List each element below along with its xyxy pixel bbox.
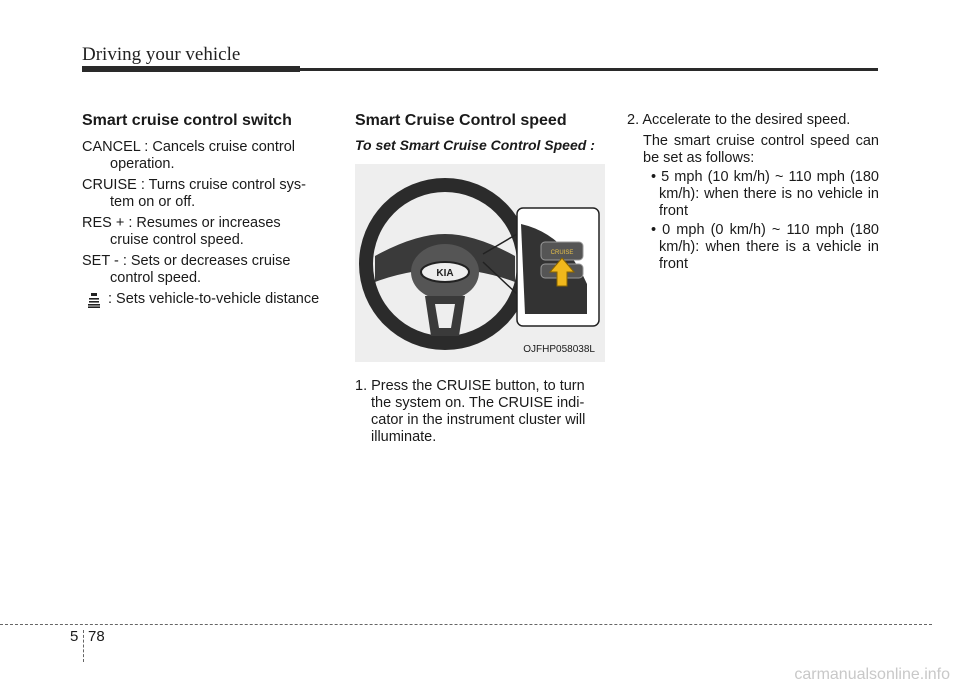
section-heading: Smart Cruise Control speed	[355, 112, 567, 129]
column-switch	[82, 112, 334, 308]
definition-cancel: CANCEL : Cancels cruise control operation.	[82, 139, 296, 172]
step-2-intro: The smart cruise control speed can be set as follows:	[643, 133, 879, 166]
column-steps	[627, 112, 879, 273]
step-1: 1. Press the CRUISE button, to turn the system on. The CRUISE indi- cator in the instrument cluster will illuminate.	[355, 378, 586, 445]
page-number: 78	[88, 628, 105, 645]
section-heading: Smart cruise control switch	[82, 112, 292, 129]
footer-rule	[0, 624, 932, 625]
bullet-item: • 0 mph (0 km/h) ~ 110 mph (180 km/h): when there is a vehicle in front	[651, 222, 879, 272]
section-number: 5	[70, 628, 79, 645]
definition-cruise: CRUISE : Turns cruise control sys- tem on or off.	[82, 177, 306, 210]
bullet-list	[627, 169, 879, 273]
definition-distance: : Sets vehicle-to-vehicle distance	[82, 291, 334, 308]
step-2: 2. Accelerate to the desired speed.	[627, 112, 851, 128]
definition-res: RES + : Resumes or increases cruise control speed.	[82, 215, 281, 248]
subheading: To set Smart Cruise Control Speed :	[355, 137, 595, 153]
distance-icon	[86, 292, 102, 308]
steering-wheel-illustration	[355, 164, 605, 362]
footer-divider	[83, 630, 84, 662]
figure-caption: OJFHP058038L	[523, 344, 595, 355]
watermark: carmanualsonline.info	[794, 666, 950, 683]
definition-set: SET - : Sets or decreases cruise control speed.	[82, 253, 291, 286]
svg-text:CRUISE: CRUISE	[550, 250, 574, 256]
header-rule-accent	[82, 66, 300, 72]
bullet-item: • 5 mph (10 km/h) ~ 110 mph (180 km/h): when there is no vehicle in front	[651, 169, 879, 219]
header-title: Driving your vehicle	[82, 44, 241, 65]
column-speed	[355, 112, 605, 446]
svg-text:KIA: KIA	[436, 268, 454, 279]
steering-wheel-figure	[355, 164, 605, 362]
